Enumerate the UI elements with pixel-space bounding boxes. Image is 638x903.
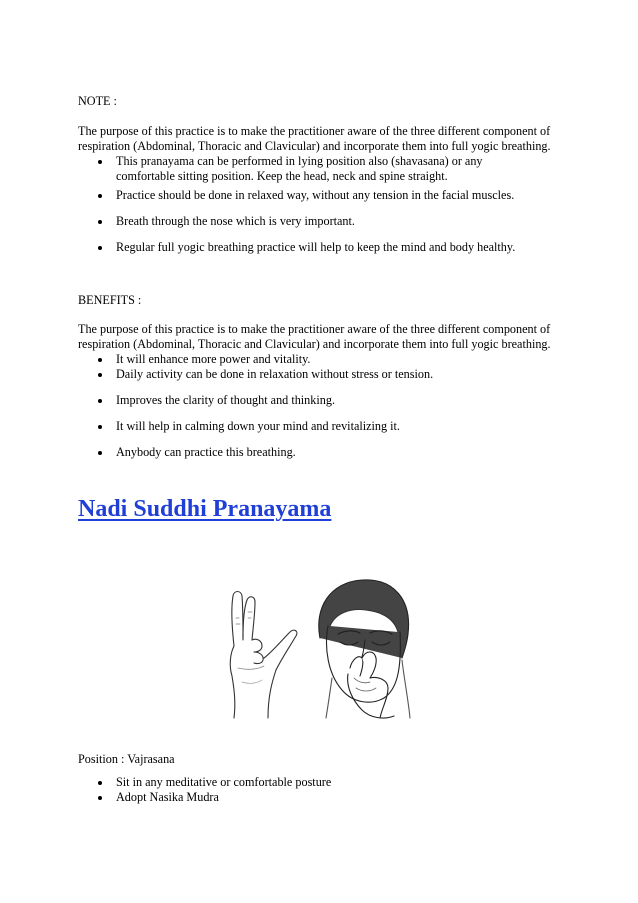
note-bullet-list (78, 154, 558, 255)
list-item: Regular full yogic breathing practice will help to keep the mind and body healthy. (78, 240, 558, 255)
benefits-body (78, 322, 558, 460)
list-item: It will help in calming down your mind and revitalizing it. (78, 419, 558, 434)
position-bullet-list (78, 775, 558, 805)
position-label: Position : Vajrasana (78, 752, 175, 766)
illustration-figure (212, 578, 428, 720)
note-section (78, 94, 558, 109)
position-body (78, 775, 558, 805)
note-body (78, 124, 558, 255)
note-heading: NOTE : (78, 94, 117, 108)
list-item: Breath through the nose which is very important. (78, 214, 558, 229)
note-paragraph: The purpose of this practice is to make the practitioner aware of the three different component of respiration (Abdominal, Thoracic and Clavicular) and incorporate them into full yogic breathing. (78, 124, 551, 153)
position-section (78, 752, 558, 767)
benefits-heading: BENEFITS : (78, 293, 142, 307)
list-item: Practice should be done in relaxed way, without any tension in the facial muscles. (78, 188, 558, 203)
list-item: This pranayama can be performed in lying position also (shavasana) or any comfortable sitting position. Keep the head, neck and spine straight. (78, 154, 526, 184)
benefits-paragraph: The purpose of this practice is to make the practitioner aware of the three different component of respiration (Abdominal, Thoracic and Clavicular) and incorporate them into full yogic breathing. (78, 322, 551, 351)
list-item: It will enhance more power and vitality. (78, 352, 558, 367)
face-nasika-mudra-illustration (319, 580, 410, 718)
list-item: Daily activity can be done in relaxation without stress or tension. (78, 367, 558, 382)
benefits-bullet-list (78, 352, 558, 460)
list-item: Improves the clarity of thought and thinking. (78, 393, 558, 408)
hand-mudra-illustration (230, 592, 297, 719)
list-item: Adopt Nasika Mudra (78, 790, 558, 805)
list-item: Sit in any meditative or comfortable posture (78, 775, 558, 790)
benefits-section (78, 293, 558, 308)
list-item: Anybody can practice this breathing. (78, 445, 558, 460)
section-title: Nadi Suddhi Pranayama (78, 496, 332, 522)
